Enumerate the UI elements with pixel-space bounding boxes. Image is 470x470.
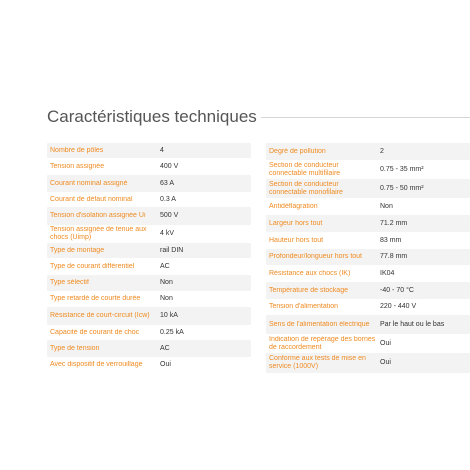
spec-table-left: [47, 143, 251, 372]
spec-label: Conforme aux tests de mise en service (1000V): [269, 355, 366, 370]
spec-value: AC: [160, 262, 170, 270]
spec-label: Section de conducteur connectable multifilaire: [269, 161, 341, 177]
spec-label: Type de tension: [50, 344, 100, 352]
spec-row: [266, 353, 470, 373]
spec-label: Tension assignée de tenue aux chocs (Uimp): [50, 226, 147, 241]
spec-row: [266, 232, 470, 249]
spec-row: [47, 243, 251, 258]
spec-label: Profondeur/longueur hors tout: [269, 253, 363, 260]
spec-label: Antidéflagration: [269, 202, 318, 210]
spec-label: Hauteur hors tout: [269, 236, 324, 244]
spec-row: [47, 143, 251, 158]
spec-row: [266, 143, 470, 160]
spec-row: [266, 315, 470, 334]
spec-value: 0.75 - 35 mm²: [380, 165, 424, 173]
spec-table-right: [266, 143, 470, 373]
page-title: Caractéristiques techniques: [47, 107, 257, 126]
spec-label: Tension assignée: [50, 162, 105, 170]
spec-value: Oui: [380, 339, 391, 347]
spec-row: [47, 340, 251, 357]
spec-row: [47, 275, 251, 291]
spec-label: Tension d'alimentation: [269, 303, 339, 310]
spec-value: Non: [380, 202, 393, 210]
spec-label: Courant nominal assigné: [50, 179, 128, 187]
spec-value: 0.75 - 50 mm²: [380, 184, 424, 192]
spec-value: 71.2 mm: [380, 219, 408, 227]
spec-value: 4 kV: [160, 230, 175, 237]
spec-value: -40 - 70 °C: [380, 286, 414, 294]
spec-row: [266, 215, 470, 232]
spec-row: [266, 179, 470, 198]
spec-row: [47, 175, 251, 192]
spec-value: Non: [160, 279, 173, 286]
spec-row: [266, 334, 470, 353]
spec-label: Nombre de pôles: [50, 146, 104, 154]
spec-row: [266, 265, 470, 282]
spec-label: Type retardé de courte durée: [50, 295, 141, 302]
spec-value: 83 mm: [380, 236, 402, 244]
spec-row: [266, 299, 470, 315]
spec-value: 0.25 kA: [160, 328, 184, 336]
spec-label: Résistance aux chocs (IK): [269, 269, 351, 277]
spec-value: Par le haut ou le bas: [380, 320, 445, 328]
spec-row: [266, 282, 470, 299]
spec-row: [47, 325, 251, 340]
spec-label: Section de conducteur connectable monofilaire: [269, 180, 343, 196]
spec-value: 0.3 A: [160, 195, 176, 203]
spec-row: [47, 357, 251, 372]
spec-row: [266, 198, 470, 215]
spec-value: IK04: [380, 269, 395, 277]
spec-label: Courant de défaut nominal: [50, 195, 133, 203]
spec-value: 400 V: [160, 162, 179, 170]
spec-label: Sens de l'alimentation électrique: [269, 320, 370, 328]
header-divider: [261, 117, 470, 118]
spec-label: Type de montage: [50, 246, 105, 254]
spec-label: Tension d'isolation assignée Ui: [50, 212, 146, 219]
spec-row: [47, 258, 251, 275]
spec-label: Type sélectif: [50, 279, 89, 286]
spec-value: Oui: [160, 360, 171, 368]
spec-label: Avec dispositif de verrouillage: [50, 360, 143, 368]
spec-value: 500 V: [160, 212, 179, 219]
spec-row: [47, 158, 251, 175]
spec-value: 220 - 440 V: [380, 303, 417, 310]
spec-label: Type de courant différentiel: [50, 262, 135, 270]
spec-value: Oui: [380, 359, 391, 366]
spec-label: Capacité de courant de choc: [50, 328, 140, 336]
spec-value: 2: [380, 147, 384, 155]
spec-row: [266, 249, 470, 265]
spec-value: 4: [160, 146, 164, 154]
section-header: [0, 104, 470, 130]
spec-row: [47, 225, 251, 243]
spec-row: [47, 291, 251, 307]
spec-row: [266, 160, 470, 179]
spec-label: Largeur hors tout: [269, 219, 323, 227]
spec-value: Non: [160, 295, 173, 302]
spec-label: Résistance de court-circuit (Icw): [50, 312, 150, 319]
spec-row: [47, 207, 251, 225]
spec-value: 77.8 mm: [380, 253, 408, 260]
spec-label: Degré de pollution: [269, 147, 326, 155]
spec-value: 63 A: [160, 179, 175, 187]
spec-value: rail DIN: [160, 246, 184, 254]
spec-row: [47, 192, 251, 207]
spec-label: Température de stockage: [269, 286, 348, 294]
spec-value: AC: [160, 344, 170, 352]
spec-label: Indication de repérage des bornes de raccordement: [269, 335, 376, 351]
spec-row: [47, 307, 251, 325]
spec-value: 10 kA: [160, 312, 178, 319]
